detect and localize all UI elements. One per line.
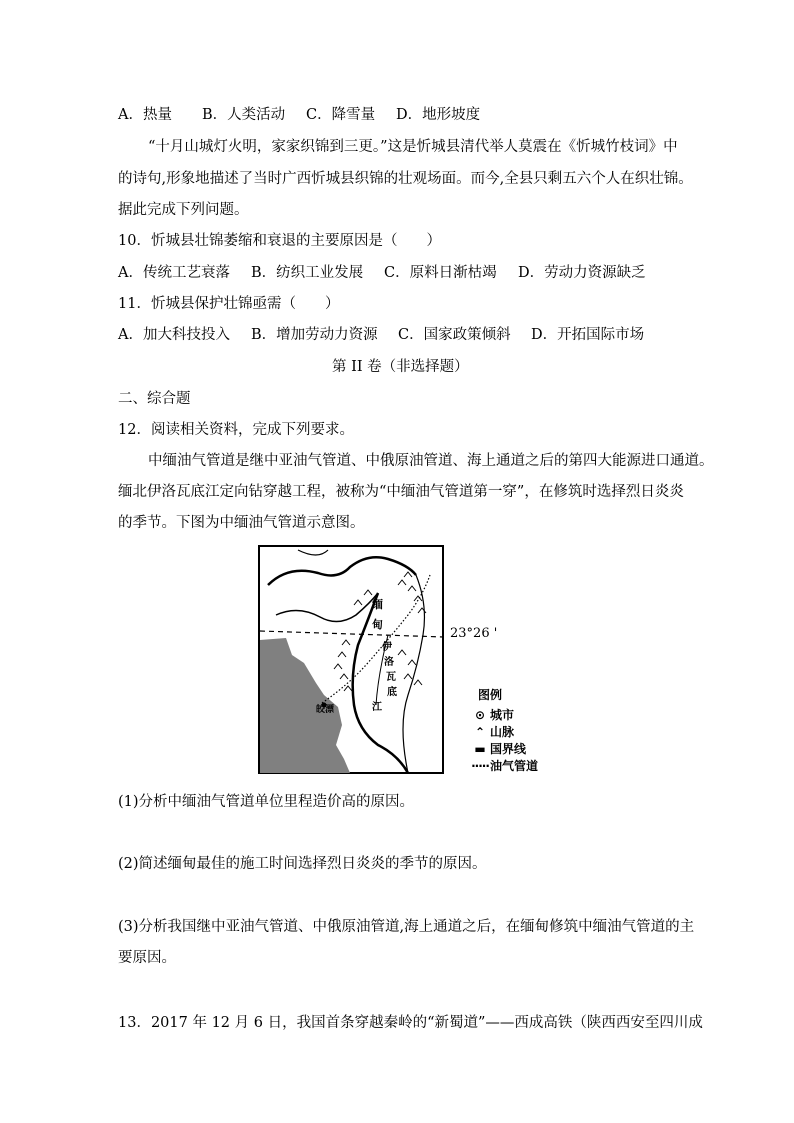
legend-city: [470, 706, 514, 723]
map-river-char-2: 洛: [384, 657, 394, 668]
q10-option-b: B．纺织工业发展: [251, 265, 364, 281]
q12-passage-line2: 缅北伊洛瓦底江定向钻穿越工程，被称为“中缅油气管道第一穿”，在修筑时选择烈日炎炎: [118, 484, 684, 500]
q10-stem: 10．忻城县壮锦萎缩和衰退的主要原因是（ ）: [118, 233, 441, 249]
q11-option-c: C．国家政策倾斜: [398, 327, 511, 343]
map-country-label: [372, 597, 383, 633]
q9-option-d: D．地形坡度: [396, 107, 481, 123]
map-country-char-2: 甸: [372, 618, 383, 631]
passage1-line3: 据此完成下列问题。: [118, 202, 249, 218]
mountain-icon: ⌃: [474, 725, 486, 739]
q11-option-a: A．加大科技投入: [118, 327, 230, 343]
pipeline-icon: ·····: [471, 759, 489, 773]
q12-passage-line1: 中缅油气管道是继中亚油气管道、中俄原油管道、海上通道之后的第四大能源进口通道。: [148, 453, 714, 469]
q11-option-b: B．增加劳动力资源: [251, 327, 378, 343]
q11-options: [118, 323, 644, 344]
map-country-char-1: 缅: [372, 598, 383, 611]
map-latitude-label: 23°26 ': [450, 626, 498, 641]
map-river-char-1: 伊: [382, 642, 392, 653]
q12-sub3-line2: 要原因。: [118, 950, 176, 966]
q12-sub2: (2)简述缅甸最佳的施工时间选择烈日炎炎的季节的原因。: [118, 856, 487, 872]
q11-stem: 11．忻城县保护壮锦亟需（ ）: [118, 296, 340, 312]
q9-option-c: C．降雪量: [306, 107, 376, 123]
q9-option-b: B．人类活动: [202, 107, 286, 123]
legend-border: [470, 740, 526, 757]
map-river-label: [372, 640, 397, 715]
q9-options: [118, 103, 480, 124]
map-river-char-3: 瓦: [386, 672, 396, 683]
legend-mountain: [470, 723, 514, 740]
map-river-char-5: 江: [372, 702, 382, 713]
city-icon: ⊙: [474, 708, 486, 722]
q10-option-a: A．传统工艺衰落: [118, 265, 230, 281]
legend-pipeline: [470, 757, 538, 774]
q12-sub1: (1)分析中缅油气管道单位里程造价高的原因。: [118, 794, 415, 810]
legend-pipeline-label: 油气管道: [490, 759, 539, 773]
q11-option-d: D．开拓国际市场: [531, 327, 645, 343]
map-city-label: 皎漂: [316, 705, 335, 715]
legend-border-label: 国界线: [490, 742, 527, 756]
q10-option-d: D．劳动力资源缺乏: [518, 265, 646, 281]
border-icon: ▬: [474, 742, 486, 756]
q13-stem: 13．2017 年 12 月 6 日，我国首条穿越秦岭的“新蜀道”——西成高铁（陕西西安至四川成: [118, 1015, 703, 1031]
legend-city-label: 城市: [490, 708, 515, 722]
section-title: 第 II 卷（非选择题）: [332, 359, 469, 375]
pipeline-map: [258, 545, 444, 774]
legend-mountain-label: 山脉: [490, 725, 515, 739]
q10-options: [118, 261, 646, 282]
legend-title: 图例: [478, 688, 503, 702]
q12-passage-line3: 的季节。下图为中缅油气管道示意图。: [118, 515, 365, 531]
passage1-line2: 的诗句,形象地描述了当时广西忻城县织锦的壮观场面。而今,全县只剩五六个人在织壮锦。: [118, 171, 693, 187]
q10-option-c: C．原料日渐枯竭: [384, 265, 497, 281]
passage1-line1: “十月山城灯火明，家家织锦到三更。”这是忻城县清代举人莫震在《忻城竹枝词》中: [148, 139, 678, 155]
section-heading: 二、综合题: [118, 391, 191, 407]
q9-option-a: A．热量: [118, 107, 172, 123]
q12-stem: 12．阅读相关资料，完成下列要求。: [118, 422, 354, 438]
q12-sub3-line1: (3)分析我国继中亚油气管道、中俄原油管道,海上通道之后，在缅甸修筑中缅油气管道的主: [118, 919, 695, 935]
map-river-char-4: 底: [387, 687, 397, 698]
